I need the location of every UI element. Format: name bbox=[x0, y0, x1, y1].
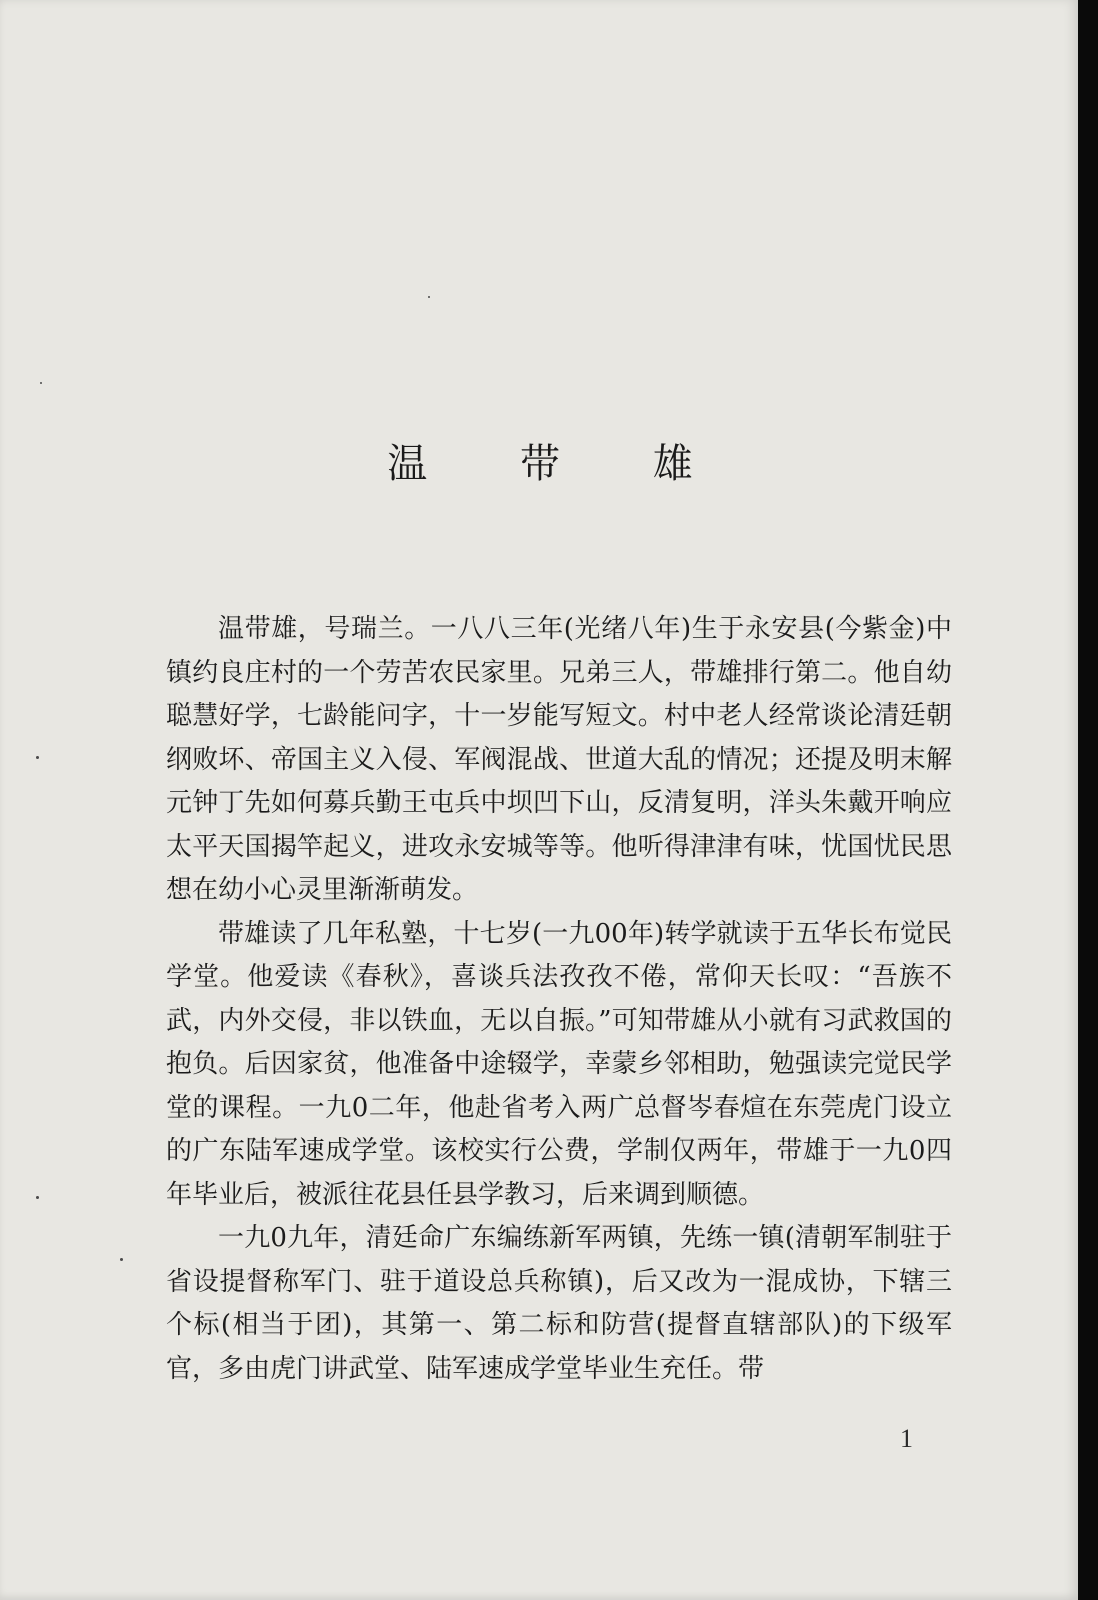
paper-speck bbox=[428, 296, 430, 298]
paragraph-3: 一九0九年，清廷命广东编练新军两镇，先练一镇(清朝军制驻于省设提督称军门、驻于道设总兵称镇)，后又改为一混成协，下辖三个标(相当于团)，其第一、第二标和防营(提督直辖部队)的下级军官，多由虎门讲武堂、陆军速成学堂毕业生充任。带 bbox=[166, 1223, 952, 1384]
chapter-title: 温 带 雄 bbox=[387, 441, 733, 487]
body-text bbox=[166, 608, 952, 1391]
paragraph-2: 带雄读了几年私塾，十七岁(一九00年)转学就读于五华长布觉民学堂。他爱读《春秋》，喜谈兵法孜孜不倦，常仰天长叹：“吾族不武，内外交侵，非以铁血，无以自振。”可知带雄从小就有习武救国的抱负。后因家贫，他准备中途辍学，幸蒙乡邻相助，勉强读完觉民学堂的课程。一九0二年，他赴省考入两广总督岑春煊在东莞虎门设立的广东陆军速成学堂。该校实行公费，学制仅两年，带雄于一九0四年毕业后，被派往花县任县学教习，后来调到顺德。 bbox=[166, 918, 952, 1210]
paper-speck bbox=[40, 382, 42, 384]
page-number: 1 bbox=[900, 1424, 913, 1453]
paper-speck bbox=[120, 1258, 123, 1261]
paragraph-1: 温带雄，号瑞兰。一八八三年(光绪八年)生于永安县(今紫金)中镇约良庄村的一个劳苦农民家里。兄弟三人，带雄排行第二。他自幼聪慧好学，七龄能问字，十一岁能写短文。村中老人经常谈论清廷朝纲败坏、帝国主义入侵、军阀混战、世道大乱的情况；还提及明末解元钟丁先如何募兵勤王屯兵中坝凹下山，反清复明，洋头朱戴开响应太平天国揭竿起义，进攻永安城等等。他听得津津有味，忧国忧民思想在幼小心灵里渐渐萌发。 bbox=[166, 614, 952, 905]
paper-speck bbox=[36, 1196, 39, 1199]
paper-speck bbox=[36, 756, 39, 759]
